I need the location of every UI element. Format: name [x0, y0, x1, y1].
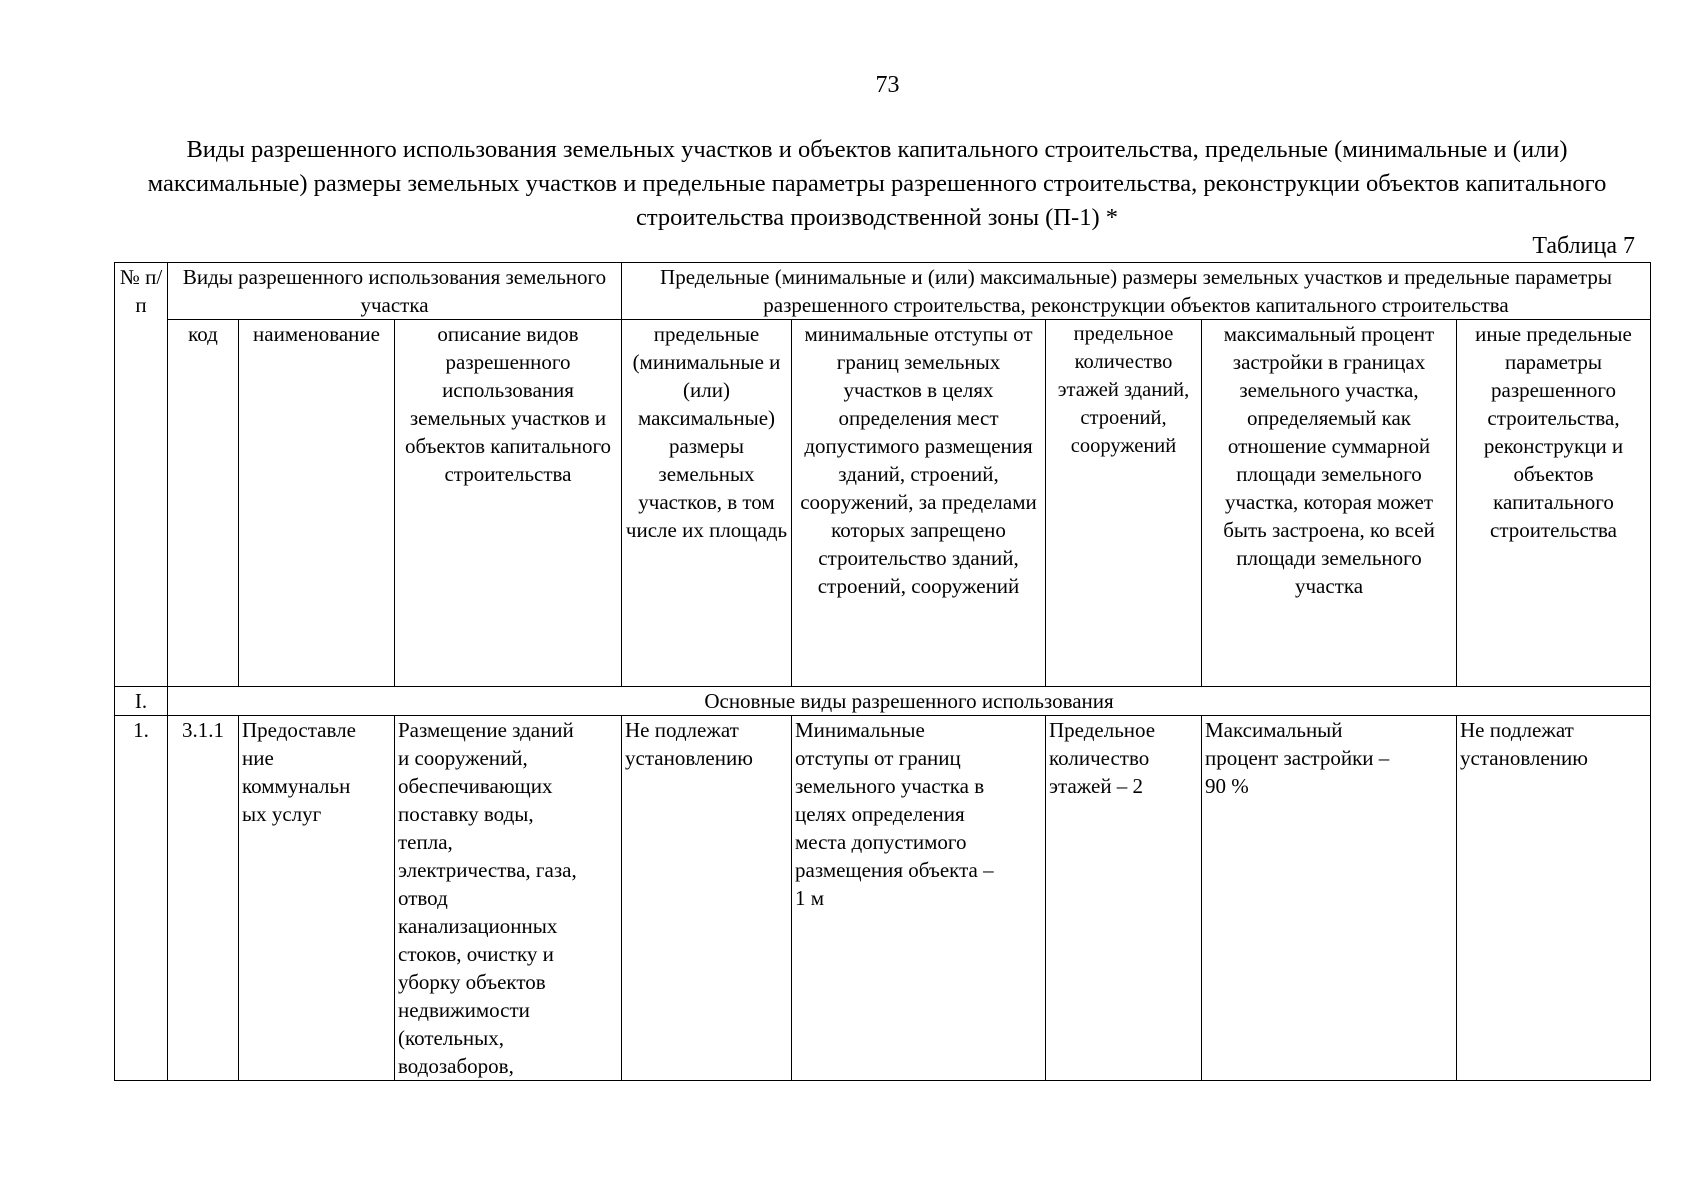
page-number: 73 — [875, 72, 900, 98]
row-floors: Предельное количество этажей – 2 — [1046, 716, 1202, 1081]
col-header-num: № п/п — [115, 263, 168, 687]
row-coverage: Максимальный процент застройки – 90 % — [1202, 716, 1457, 1081]
col-header-name: наименование — [239, 320, 395, 687]
header-row-groups — [115, 263, 1651, 320]
row-code: 3.1.1 — [168, 716, 239, 1081]
row-name: Предоставле ние коммунальн ых услуг — [239, 716, 395, 1081]
col-header-coverage: максимальный процент застройки в границах земельного участка, определяемый как отношение суммарной площади земельного участка, которая может быть застроена, ко всей площади земельного участка — [1202, 320, 1457, 687]
zoning-table — [114, 262, 1651, 1081]
header-group-limits: Предельные (минимальные и (или) максимальные) размеры земельных участков и предельные параметры разрешенного строительства, реконструкции объектов капитального строительства — [622, 263, 1651, 320]
table-row — [115, 716, 1651, 1081]
section-num: I. — [115, 687, 168, 716]
row-description: Размещение зданий и сооружений, обеспечивающих поставку воды, тепла, электричества, газа, отвод канализационных стоков, очистку и уборку объектов недвижимости (котельных, водозаборов, — [395, 716, 622, 1081]
col-header-setback: минимальные отступы от границ земельных участков в целях определения мест допустимого размещения зданий, строений, сооружений, за пределами которых запрещено строительство зданий, строений, сооружений — [792, 320, 1046, 687]
col-header-code: код — [168, 320, 239, 687]
col-header-description: описание видов разрешенного использования земельных участков и объектов капитального строительства — [395, 320, 622, 687]
col-header-floors: предельное количество этажей зданий, строений, сооружений — [1046, 320, 1202, 687]
row-other: Не подлежат установлению — [1457, 716, 1651, 1081]
col-header-size: предельные (минимальные и (или) максимальные) размеры земельных участков, в том числе их площадь — [622, 320, 792, 687]
header-row-columns — [115, 320, 1651, 687]
table-label: Таблица 7 — [1532, 233, 1635, 259]
row-size: Не подлежат установлению — [622, 716, 792, 1081]
row-num: 1. — [115, 716, 168, 1081]
row-setback: Минимальные отступы от границ земельного участка в целях определения места допустимого размещения объекта – 1 м — [792, 716, 1046, 1081]
section-row — [115, 687, 1651, 716]
section-title: Основные виды разрешенного использования — [168, 687, 1651, 716]
col-header-other: иные предельные параметры разрешенного строительства, реконструкци и объектов капитального строительства — [1457, 320, 1651, 687]
header-group-use-types: Виды разрешенного использования земельного участка — [168, 263, 622, 320]
document-title: Виды разрешенного использования земельных участков и объектов капитального строительства, предельные (минимальные и (или) максимальные) размеры земельных участков и предельные параметры разрешенного строительства, реконструкции объектов капитального строительства производственной зоны (П-1) * — [147, 136, 1607, 231]
